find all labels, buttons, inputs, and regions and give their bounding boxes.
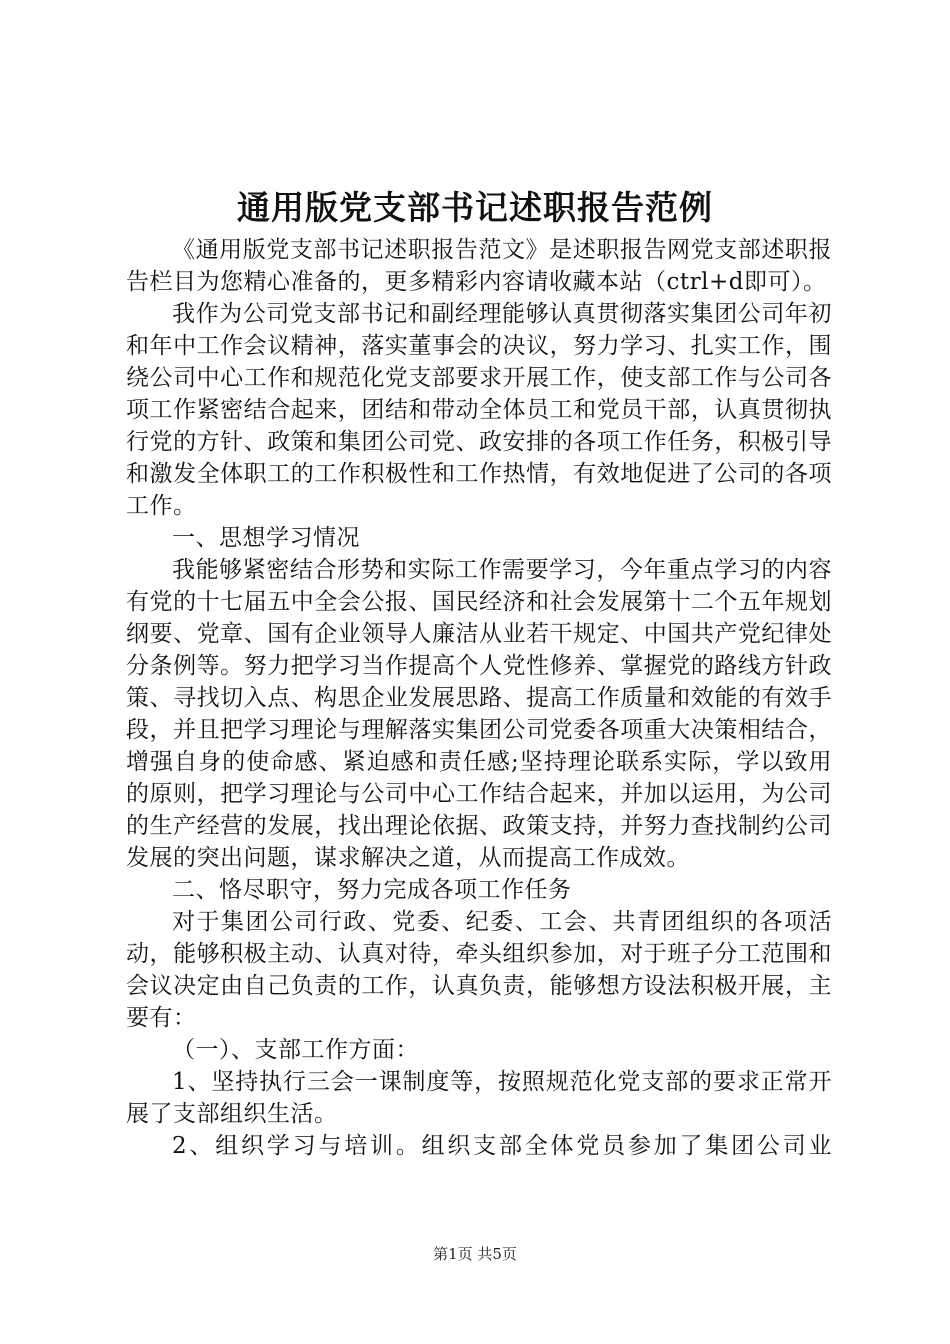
section-heading-duties: 二、恪尽职守，努力完成各项工作任务 xyxy=(172,877,572,903)
document-title: 通用版党支部书记述职报告范例 xyxy=(237,188,713,227)
list-item: 2、组织学习与培训。组织支部全体党员参加了集团公司业 xyxy=(172,1133,832,1159)
intro-paragraph: 《通用版党支部书记述职报告范文》是述职报告网党支部述职报告栏目为您精心准备的，更多精彩内容请收藏本站（ctrl+d即可）。 xyxy=(126,237,832,295)
duties-paragraph: 对于集团公司行政、党委、纪委、工会、共青团组织的各项活动，能够积极主动、认真对待，牵头组织参加，对于班子分工范围和会议决定由自己负责的工作，认真负责，能够想方设法积极开展，主要有： xyxy=(126,909,832,1031)
document-body xyxy=(126,234,832,1162)
overview-paragraph: 我作为公司党支部书记和副经理能够认真贯彻落实集团公司年初和年中工作会议精神，落实董事会的决议，努力学习、扎实工作，围绕公司中心工作和规范化党支部要求开展工作，使支部工作与公司各项工作紧密结合起来，团结和带动全体员工和党员干部，认真贯彻执行党的方针、政策和集团公司党、政安排的各项工作任务，积极引导和激发全体职工的工作积极性和工作热情，有效地促进了公司的各项工作。 xyxy=(126,301,832,519)
list-item: 1、坚持执行三会一课制度等，按照规范化党支部的要求正常开展了支部组织生活。 xyxy=(126,1069,832,1127)
subsection-heading-branch-work: （一）、支部工作方面： xyxy=(172,1037,419,1063)
page-number-footer: 第1页 共5页 xyxy=(433,1245,517,1263)
section-heading-study: 一、思想学习情况 xyxy=(172,525,360,551)
study-paragraph: 我能够紧密结合形势和实际工作需要学习，今年重点学习的内容有党的十七届五中全会公报、国民经济和社会发展第十二个五年规划纲要、党章、国有企业领导人廉洁从业若干规定、中国共产党纪律处分条例等。努力把学习当作提高个人党性修养、掌握党的路线方针政策、寻找切入点、构思企业发展思路、提高工作质量和效能的有效手段，并且把学习理论与理解落实集团公司党委各项重大决策相结合，增强自身的使命感、紧迫感和责任感;坚持理论联系实际，学以致用的原则，把学习理论与公司中心工作结合起来，并加以运用，为公司的生产经营的发展，找出理论依据、政策支持，并努力查找制约公司发展的突出问题，谋求解决之道，从而提高工作成效。 xyxy=(126,557,832,871)
